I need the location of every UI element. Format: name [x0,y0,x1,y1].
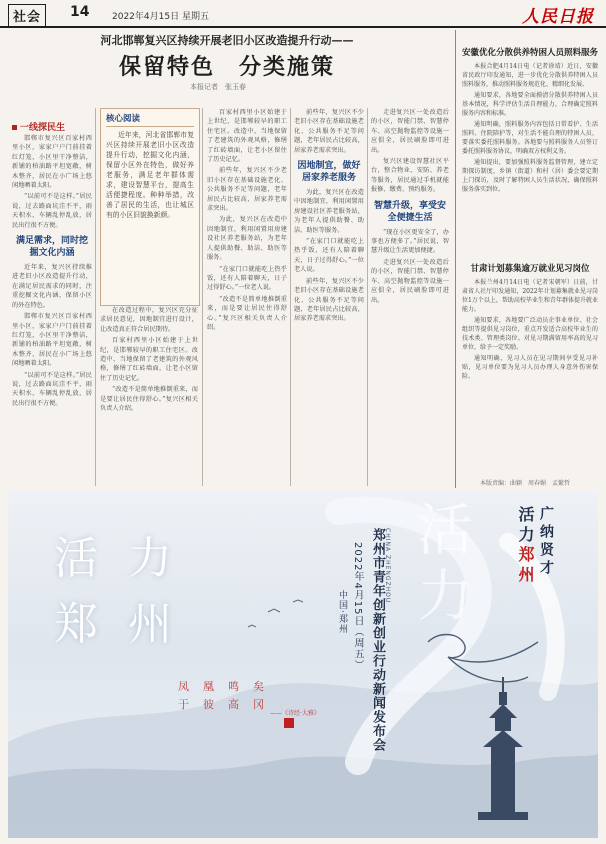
ad-poem-source: ——《诗经·大雅》 [270,710,320,717]
brush-calligraphy: 活力 [408,500,473,632]
article-column-4 [294,108,364,486]
column-divider [367,108,368,486]
paragraph: 走进复兴区一处改造后的小区，智能门禁、智慧停车、高空抛物监控等设施一应俱全，居民刷脸即可进出。 [371,258,449,304]
paragraph: 通知要求，各地要全面摸清分散供养特困人员基本情况，科学评估生活自理能力，合理确定照料服务内容和标准。 [462,92,598,117]
paragraph: 复兴区建设智慧社区平台，整合物业、安防、养老等服务，居民通过手机就能报修、缴费、预约服务。 [371,158,449,194]
column-divider [290,108,291,486]
paragraph: 通知明确，见习人员在见习期间享受见习补贴，见习单位要为见习人员办理人身意外伤害保险。 [462,355,598,380]
ad-event-pinyin: CHINA ZHENGZHOU [384,528,391,604]
ad-slogan-line-1: 广纳贤才 [538,506,554,578]
paragraph: 百家村西里小区始建于上世纪，是邯郸较早的职工住宅区。改造中，当地保留了老建筑的外观风格，修缮了红砖墙面，让老小区留住了历史记忆。 [207,109,287,164]
ad-headline-bottom: 郑州 [54,599,202,650]
paragraph: 本报兰州4月14日电（记者宋朝军）日前，甘肃省人社厅印发通知，2022年计划募集就业见习岗位1万个以上，帮助高校毕业生和青年群体提升就业能力。 [462,279,598,313]
section-divider [455,30,456,488]
article-column-1 [12,134,92,484]
article-column-3 [207,108,287,486]
zhengzhou-advertisement [8,492,598,838]
newspaper-logo: 人民日报 [522,7,594,27]
ad-slogan-vigor: 活力 [516,506,535,546]
paragraph: “在家门口就能吃上热乎饭，还有人陪着聊天，日子过得舒心。”一位老人说。 [207,265,287,292]
paragraph: 通知要求，各地要广泛动员企事业单位、社会组织等提供见习岗位，重点开发适合高校毕业生的技术类、管理类岗位。对见习期满留用率高的见习单位，给予一定奖励。 [462,317,598,351]
paragraph: 前些年，复兴区不少老旧小区存在基础设施老化、公共服务不足等问题，老年居民占比较高，居家养老需求突出。 [294,109,364,154]
masthead [0,0,606,28]
subhead-1: 满足需求，同时挖掘文化内涵 [15,236,88,259]
subhead-2: 因地制宜，做好居家养老服务 [297,161,361,184]
paragraph: 邯郸市复兴区百家村西里小区，家家户户门前挂着红灯笼，小区里干净整洁，新铺的柏油路平坦宽敞，树木整齐，居民在小广场上悠闲地晒着太阳。 [12,313,92,368]
paragraph: “改造不是简单地推倒重来，而是要让居民住得舒心。”复兴区相关负责人介绍。 [207,295,287,331]
editor-credit: 本版责编：曲颖 周春媚 孟繁哲 [480,480,571,487]
ad-headline-top: 活力 [54,533,202,584]
paragraph: 通知明确，照料服务内容包括日常看护、生活照料、住院陪护等，对生活不能自理的特困人员，要落实委托照料服务。各地要与照料服务人员签订委托照料服务协议，明确双方权利义务。 [462,121,598,155]
article-byline: 本报记者 张玉春 [190,83,246,91]
article-title: 保留特色 分类施策 [118,55,335,80]
column-header: 一线探民生 [12,120,82,133]
right-article-1-body [462,62,598,254]
page-number: 14 [70,4,90,20]
paragraph: 近年来，复兴区持续推进老旧小区改造提升行动，在满足居民需求的同时，注重挖掘文化内涵，保留小区的外在特色。 [12,264,92,309]
ad-slogan-line-2 [514,506,537,586]
article-kicker: 河北邯郸复兴区持续开展老旧小区改造提升行动—— [100,34,354,47]
seal-stamp [284,718,294,728]
ad-event-date: 2022年4月15日（周五） [352,542,363,671]
core-reading-box [100,108,200,306]
core-reading-text: 近年来，河北省邯郸市复兴区持续开展老旧小区改造提升行动，挖掘文化内涵，保留小区外在特色，做好养老服务，满足老年群体需求，建设智慧平台，提高生活便捷程度。种种举措，改善了居民的生活，也让城区有的小区旧貌换新颜。 [106,131,194,219]
paragraph: “以前可不是这样。”居民说，过去路面坑洼不平，雨天积水，车辆乱停乱放，居民出行很不方便。 [12,193,92,229]
subhead-3: 智慧升级，享受安全便捷生活 [373,200,446,223]
core-reading-title: 核心阅读 [106,112,194,127]
column-divider [95,108,96,486]
issue-date: 2022年4月15日 星期五 [112,12,209,22]
right-article-1-title: 安徽优化分散供养特困人员照料服务 [462,48,599,58]
article-column-2 [100,306,198,486]
column-divider [202,108,203,486]
paragraph: 为此，复兴区在改造中因地制宜，利用闲置用房建设社区养老服务站，为老年人提供助餐、助洁、助医等服务。 [294,189,364,234]
ad-poem-line-1: 凤凰鸣矣 [178,680,278,693]
paragraph: “以前可不是这样。”居民说，过去路面坑洼不平，雨天积水，车辆乱停乱放，居民出行很不方便。 [12,371,92,407]
paragraph: “改造不是简单地推倒重来，而是要让居民住得舒心。”复兴区相关负责人介绍。 [100,386,198,413]
paragraph: 通知提出，要加强照料服务监督管理，建立定期探访制度，乡镇（街道）和村（居）委会要定期上门探访，及时了解特困人员生活状况，确保照料服务落实到位。 [462,159,598,193]
article-column-5 [371,108,449,486]
ad-slogan-zhengzhou: 郑州 [516,546,535,586]
paragraph: “现在小区更安全了，办事也方便多了。”居民说，智慧升级让生活更加便捷。 [371,228,449,255]
section-label: 社会 [8,4,46,27]
paragraph: 走进复兴区一处改造后的小区，智能门禁、智慧停车、高空抛物监控等设施一应俱全，居民刷脸即可进出。 [371,109,449,154]
right-article-2-body [462,278,598,470]
crane-birds-icon [248,600,303,627]
ad-event-place: 中国·郑州 [337,590,347,634]
right-article-2-title: 甘肃计划募集逾万就业见习岗位 [470,264,590,274]
paragraph: 本报合肥4月14日电（记者徐靖）近日，安徽省民政厅印发通知，进一步优化分散供养特困人员照料服务，推动照料服务规范化、精细化发展。 [462,63,598,88]
paragraph: 百家村西里小区始建于上世纪，是邯郸较早的职工住宅区。改造中，当地保留了老建筑的外观风格，修缮了红砖墙面，让老小区留住了历史记忆。 [100,337,198,382]
ad-event-title: 郑州市青年创新创业行动新闻发布会 [370,528,385,752]
paragraph: “在家门口就能吃上热乎饭，还有人陪着聊天，日子过得舒心。”一位老人说。 [294,238,364,274]
paragraph: 在改造过程中，复兴区充分征求居民意见，因地制宜进行设计，让改造真正符合居民期待。 [100,307,198,333]
paragraph: 为此，复兴区在改造中因地制宜，利用闲置用房建设社区养老服务站，为老年人提供助餐、助洁、助医等服务。 [207,216,287,262]
ad-poem-line-2: 于彼高冈 [178,698,278,711]
paragraph: 前些年，复兴区不少老旧小区存在基础设施老化、公共服务不足等问题，老年居民占比较高，居家养老需求突出。 [294,277,364,323]
paragraph: 前些年，复兴区不少老旧小区存在基础设施老化、公共服务不足等问题，老年居民占比较高，居家养老需求突出。 [207,167,287,213]
paragraph: 邯郸市复兴区百家村西里小区，家家户户门前挂着红灯笼，小区里干净整洁，新铺的柏油路平坦宽敞，树木整齐，居民在小广场上悠闲地晒着太阳。 [12,135,92,190]
